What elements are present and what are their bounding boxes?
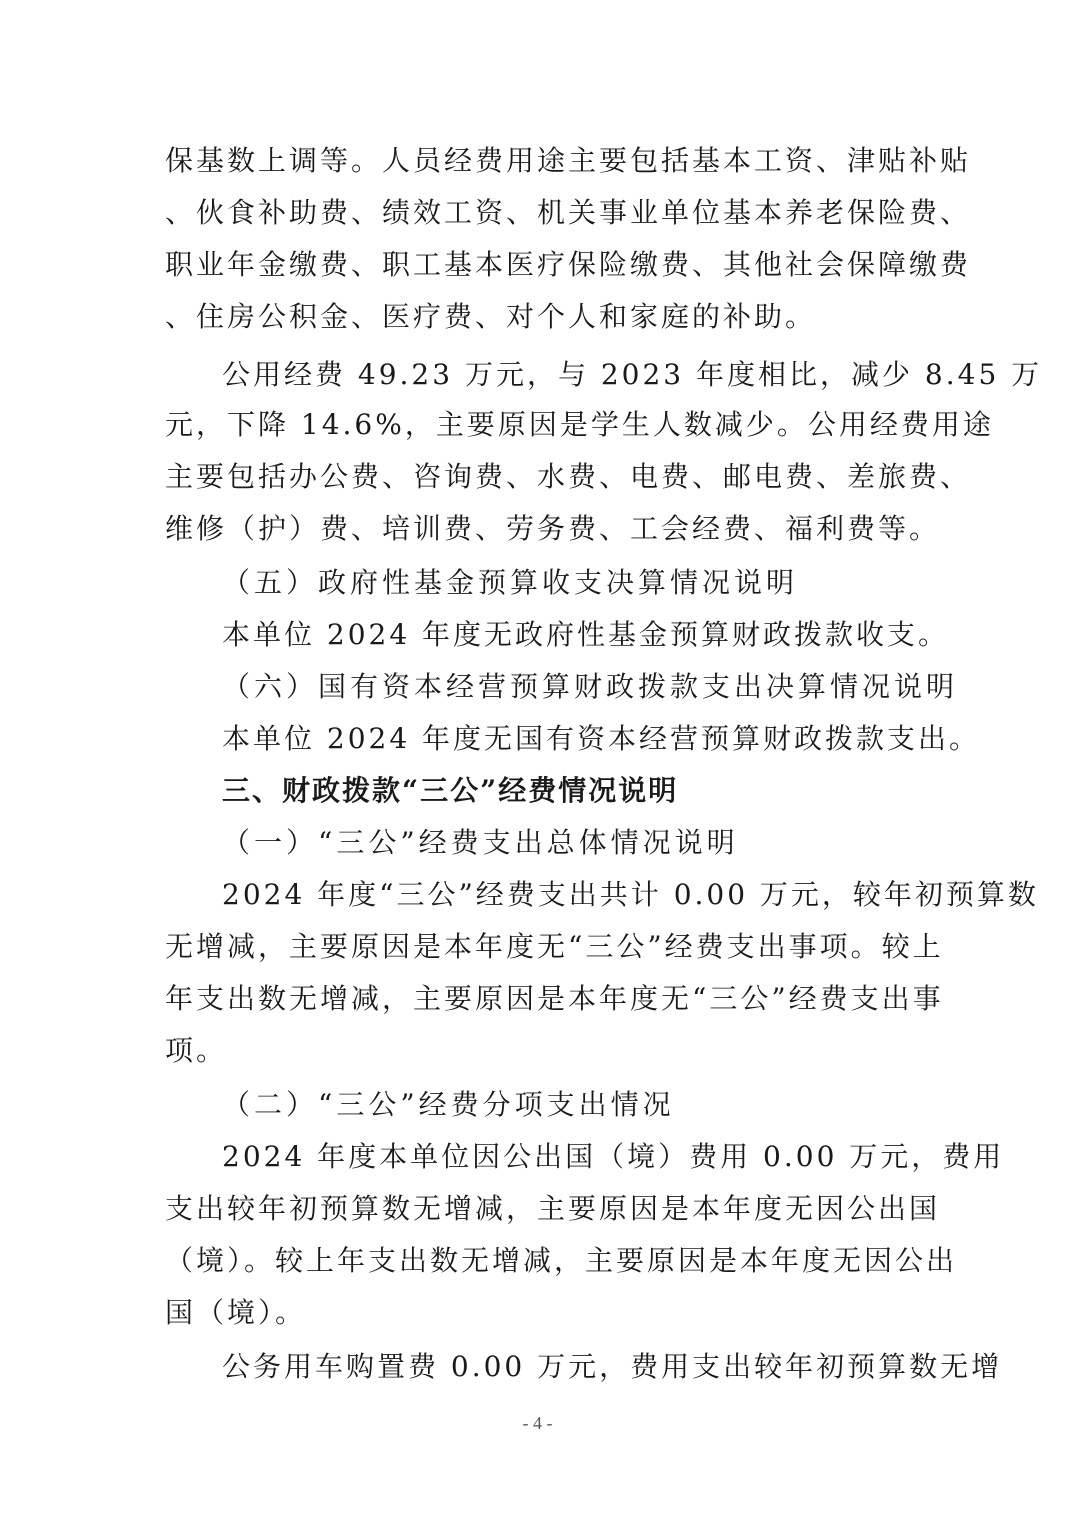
body-text-line: 国（境）。 xyxy=(165,1296,307,1329)
government-fund-statement: 本单位 2024 年度无政府性基金预算财政拨款收支。 xyxy=(222,618,950,651)
three-public-overall-heading: （一）“三公”经费支出总体情况说明 xyxy=(222,826,739,859)
body-text-line: 公务用车购置费 0.00 万元，费用支出较年初预算数无增 xyxy=(222,1350,1003,1383)
body-text-line: 保基数上调等。人员经费用途主要包括基本工资、津贴补贴 xyxy=(165,144,972,177)
body-text-line: 元，下降 14.6%，主要原因是学生人数减少。公用经费用途 xyxy=(165,408,994,441)
three-public-itemized-heading: （二）“三公”经费分项支出情况 xyxy=(222,1088,675,1121)
body-text-line: （境）。较上年支出数无增减，主要原因是本年度无因公出 xyxy=(165,1244,958,1277)
state-capital-statement: 本单位 2024 年度无国有资本经营预算财政拨款支出。 xyxy=(222,722,981,755)
body-text-line: 、伙食补助费、绩效工资、机关事业单位基本养老保险费、 xyxy=(165,196,972,229)
body-text-line: 职业年金缴费、职工基本医疗保险缴费、其他社会保障缴费 xyxy=(165,248,972,281)
section-subheading-6: （六）国有资本经营预算财政拨款支出决算情况说明 xyxy=(222,670,959,703)
body-text-line: 维修（护）费、培训费、劳务费、工会经费、福利费等。 xyxy=(165,512,941,545)
page-number: - 4 - xyxy=(522,1413,553,1433)
body-text-line: 年支出数无增减，主要原因是本年度无“三公”经费支出事 xyxy=(165,982,944,1015)
body-text-line: 支出较年初预算数无增减，主要原因是本年度无因公出国 xyxy=(165,1192,941,1225)
body-text-line: 无增减，主要原因是本年度无“三公”经费支出事项。较上 xyxy=(165,930,944,963)
section-subheading-5: （五）政府性基金预算收支决算情况说明 xyxy=(222,566,799,599)
body-text-line: 2024 年度“三公”经费支出共计 0.00 万元，较年初预算数 xyxy=(222,878,1039,911)
body-text-line: 主要包括办公费、咨询费、水费、电费、邮电费、差旅费、 xyxy=(165,460,972,493)
body-text-line: 项。 xyxy=(165,1034,228,1067)
body-text-line: 2024 年度本单位因公出国（境）费用 0.00 万元，费用 xyxy=(222,1140,1005,1173)
public-expense-paragraph-line: 公用经费 49.23 万元，与 2023 年度相比，减少 8.45 万 xyxy=(222,358,1043,391)
body-text-line: 、住房公积金、医疗费、对个人和家庭的补助。 xyxy=(165,300,817,333)
section-heading-3: 三、财政拨款“三公”经费情况说明 xyxy=(222,774,679,807)
